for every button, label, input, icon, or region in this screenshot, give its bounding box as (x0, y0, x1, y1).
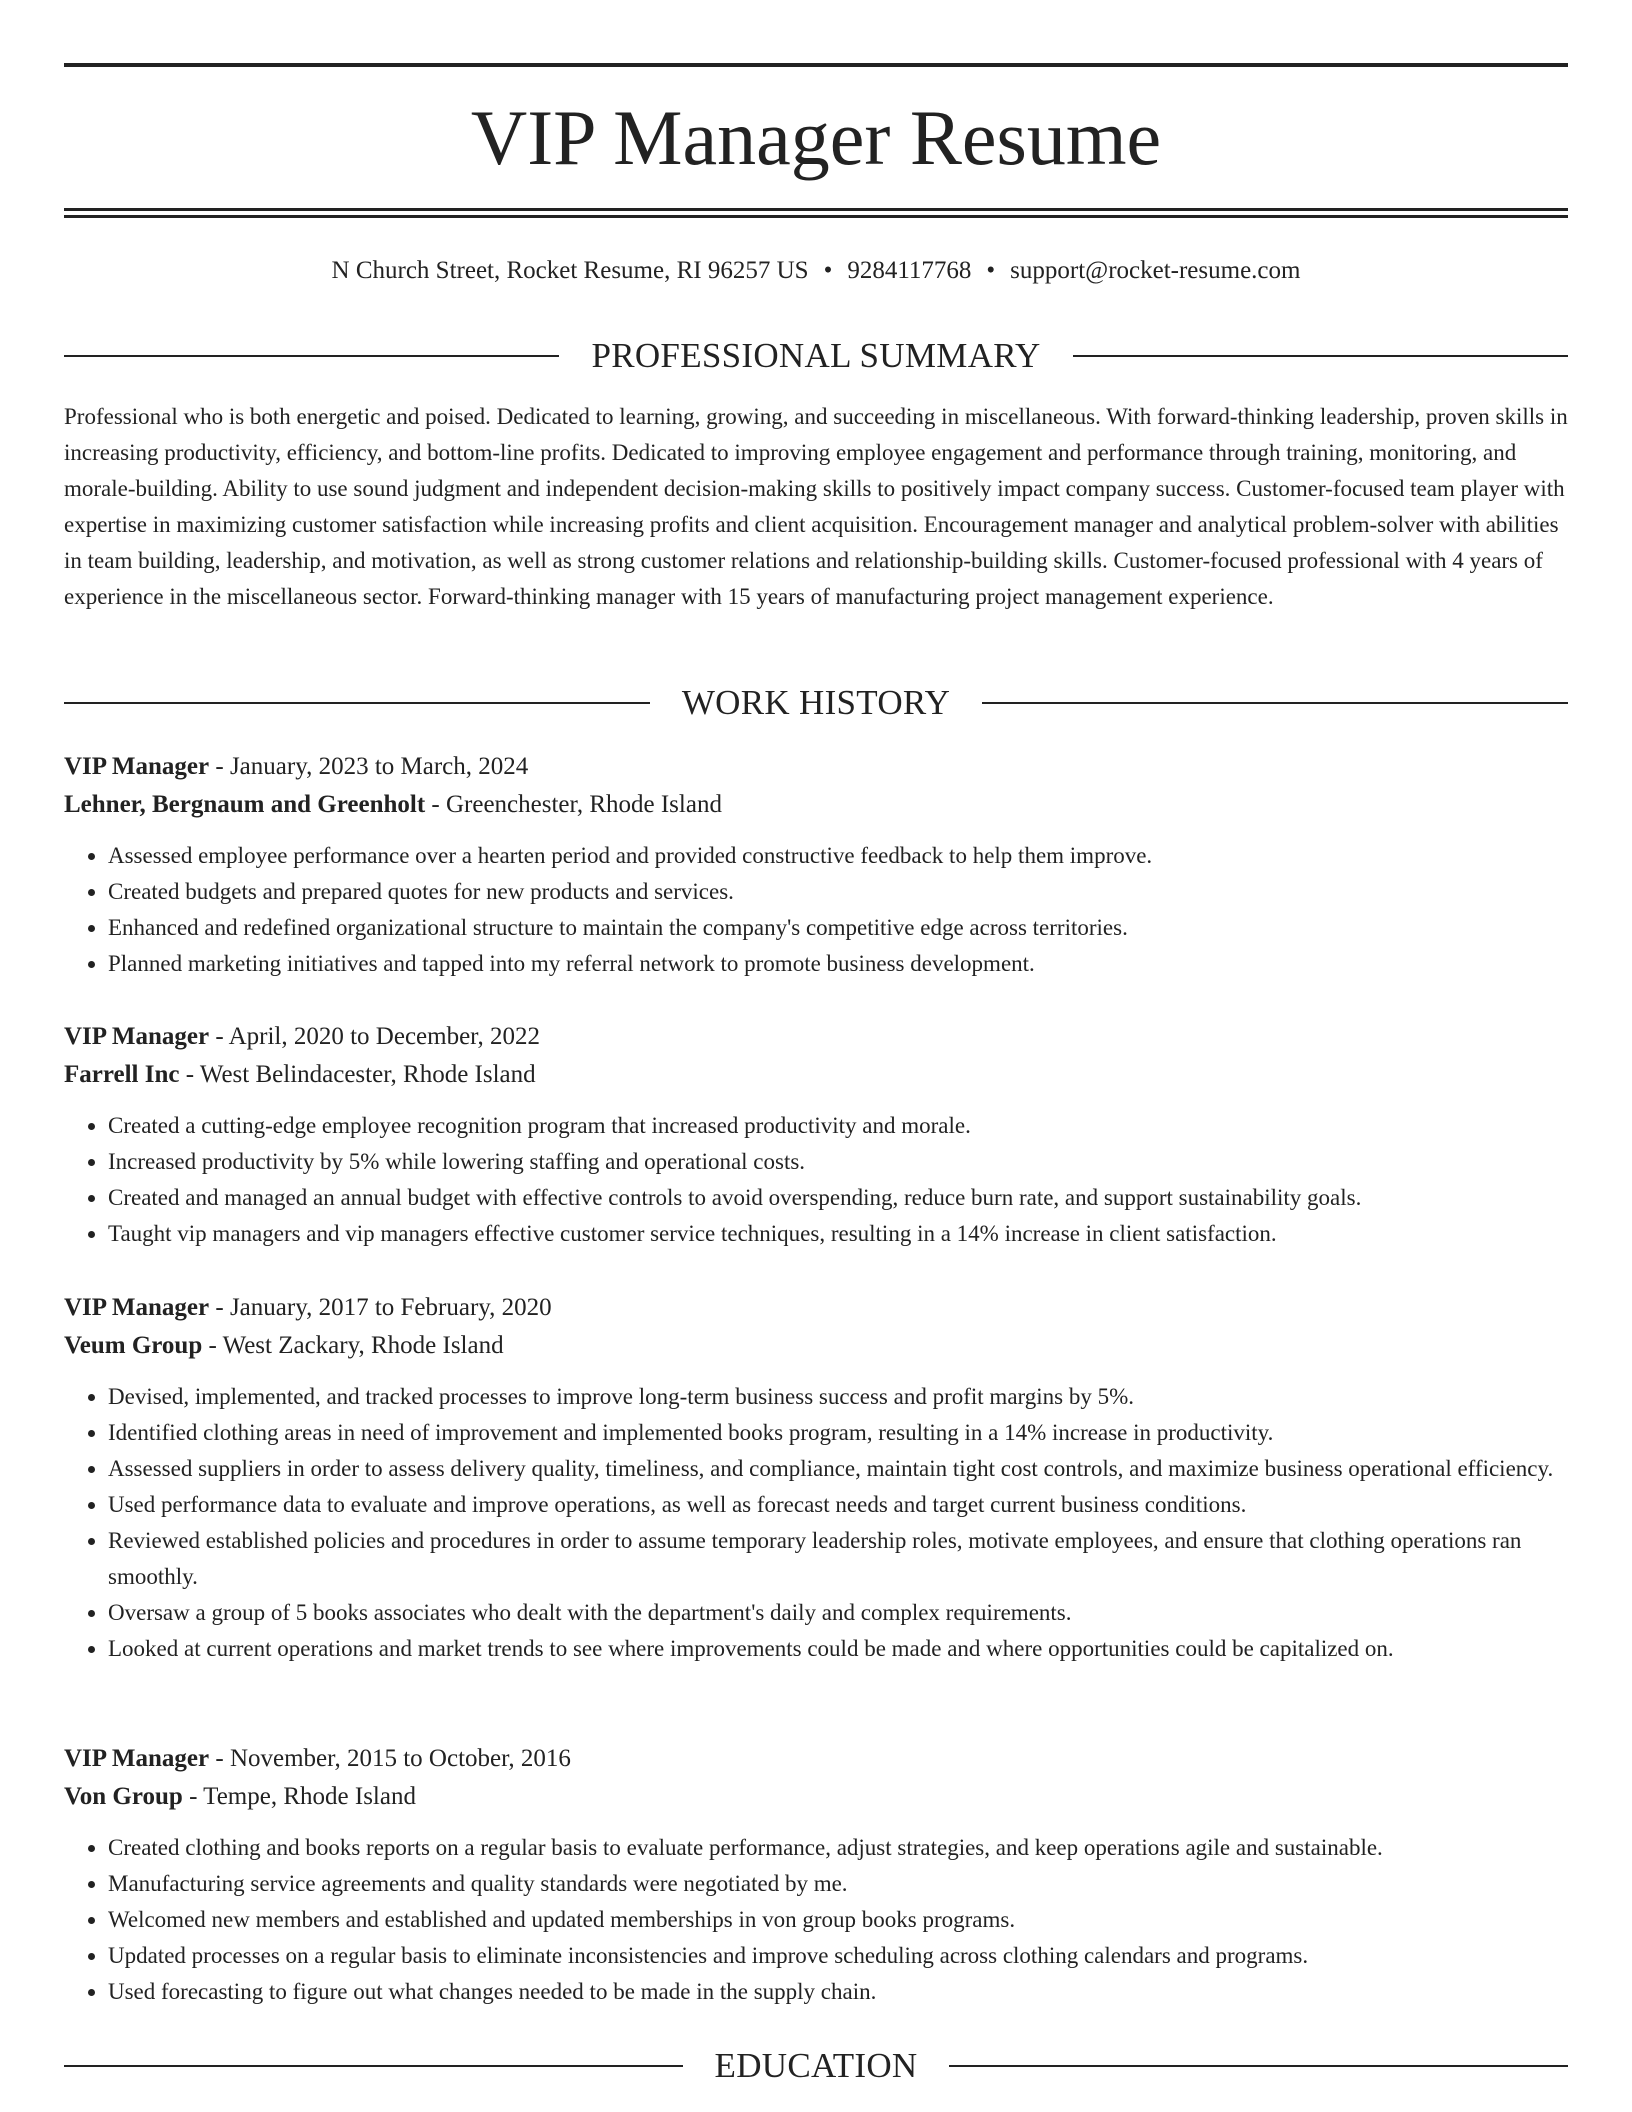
job-title-line (64, 1740, 1568, 1778)
list-item: • Created a cutting-edge employee recognition program that increased productivity and morale. (108, 1108, 1568, 1144)
list-item: • Created budgets and prepared quotes for new products and services. (108, 874, 1568, 910)
job-title: VIP Manager (64, 1745, 210, 1772)
list-item: • Reviewed established policies and procedures in order to assume temporary leadership roles, motivate employees, and ensure that clothing operations ran smoothly. (108, 1523, 1568, 1595)
list-item: • Increased productivity by 5% while lowering staffing and operational costs. (108, 1144, 1568, 1180)
job-location: - Greenchester, Rhode Island (425, 791, 722, 818)
summary-text: Professional who is both energetic and poised. Dedicated to learning, growing, and succeeding in miscellaneous. With forward-thinking leadership, proven skills in increasing productivity, efficiency, and bottom-line profits. Dedicated to improving employee engagement and performance through training, monitoring, and morale-building. Ability to use sound judgment and independent decision-making skills to positively impact company success. Customer-focused team player with expertise in maximizing customer satisfaction while increasing profits and client acquisition. Encouragement manager and analytical problem-solver with abilities in team building, leadership, and motivation, as well as strong customer relations and relationship-building skills. Customer-focused professional with 4 years of experience in the miscellaneous sector. Forward-thinking manager with 15 years of manufacturing project management experience. (64, 404, 1568, 609)
heading-rule (982, 702, 1568, 704)
list-item: • Enhanced and redefined organizational structure to maintain the company's competitive edge across territories. (108, 910, 1568, 946)
list-item: • Assessed employee performance over a hearten period and provided constructive feedback to help them improve. (108, 838, 1568, 874)
job-title: VIP Manager (64, 1023, 210, 1050)
list-item: • Planned marketing initiatives and tapped into my referral network to promote business development. (108, 946, 1568, 982)
list-item: • Taught vip managers and vip managers effective customer service techniques, resulting in a 14% increase in client satisfaction. (108, 1216, 1568, 1252)
list-item: • Devised, implemented, and tracked processes to improve long-term business success and profit margins by 5%. (108, 1379, 1568, 1415)
job-company-line (64, 1056, 1568, 1094)
job-entry (64, 1018, 1568, 1252)
section-heading-summary (64, 334, 1568, 378)
job-dates: - January, 2017 to February, 2020 (209, 1294, 552, 1321)
job-location: - Tempe, Rhode Island (182, 1783, 416, 1810)
section-title: WORK HISTORY (681, 683, 951, 722)
heading-rule (1073, 355, 1568, 357)
job-bullets (64, 1108, 1568, 1252)
list-item: • Created and managed an annual budget with effective controls to avoid overspending, reduce burn rate, and support sustainability goals. (108, 1180, 1568, 1216)
list-item: • Looked at current operations and market trends to see where improvements could be made and where opportunities could be capitalized on. (108, 1631, 1568, 1667)
list-item: • Created clothing and books reports on a regular basis to evaluate performance, adjust strategies, and keep operations agile and sustainable. (108, 1830, 1568, 1866)
section-heading-work-history (64, 681, 1568, 725)
job-entry (64, 1740, 1568, 2010)
page-title: VIP Manager Resume (470, 94, 1162, 181)
job-title-line (64, 1289, 1568, 1327)
job-company-line (64, 786, 1568, 824)
job-title: VIP Manager (64, 753, 210, 780)
list-item: • Updated processes on a regular basis to eliminate inconsistencies and improve scheduling across clothing calendars and programs. (108, 1938, 1568, 1974)
job-company: Lehner, Bergnaum and Greenholt (64, 791, 426, 818)
job-title-line (64, 1018, 1568, 1056)
job-dates: - November, 2015 to October, 2016 (209, 1745, 571, 1772)
list-item: • Used forecasting to figure out what changes needed to be made in the supply chain. (108, 1974, 1568, 2010)
list-item: • Oversaw a group of 5 books associates who dealt with the department's daily and complex requirements. (108, 1595, 1568, 1631)
contact-separator: • (986, 257, 996, 284)
job-company-line (64, 1327, 1568, 1365)
job-bullets (64, 838, 1568, 982)
list-item: • Identified clothing areas in need of improvement and implemented books program, resulting in a 14% increase in productivity. (108, 1415, 1568, 1451)
job-location: - West Zackary, Rhode Island (202, 1332, 504, 1359)
job-entry (64, 1289, 1568, 1667)
heading-rule (64, 355, 559, 357)
heading-rule (64, 702, 650, 704)
list-item: • Used performance data to evaluate and improve operations, as well as forecast needs and target current business conditions. (108, 1487, 1568, 1523)
job-company: Von Group (64, 1783, 183, 1810)
heading-rule (64, 2065, 683, 2067)
job-dates: - January, 2023 to March, 2024 (209, 753, 529, 780)
job-company: Veum Group (64, 1332, 203, 1359)
list-item: • Manufacturing service agreements and quality standards were negotiated by me. (108, 1866, 1568, 1902)
section-title: EDUCATION (714, 2046, 918, 2085)
job-bullets (64, 1379, 1568, 1667)
contact-address: N Church Street, Rocket Resume, RI 96257 US (331, 257, 809, 284)
contact-email: support@rocket-resume.com (1010, 257, 1301, 284)
heading-rule (949, 2065, 1568, 2067)
section-title: PROFESSIONAL SUMMARY (591, 336, 1041, 375)
contact-phone: 9284117768 (847, 257, 972, 284)
job-location: - West Belindacester, Rhode Island (179, 1061, 536, 1088)
list-item: • Assessed suppliers in order to assess delivery quality, timeliness, and compliance, maintain tight cost controls, and maximize business operational efficiency. (108, 1451, 1568, 1487)
job-company: Farrell Inc (64, 1061, 180, 1088)
job-dates: - April, 2020 to December, 2022 (209, 1023, 540, 1050)
section-heading-education (64, 2044, 1568, 2088)
contact-separator: • (823, 257, 833, 284)
list-item: • Welcomed new members and established and updated memberships in von group books programs. (108, 1902, 1568, 1938)
title-double-rule (64, 208, 1568, 218)
contact-line (64, 254, 1568, 288)
job-entry (64, 748, 1568, 982)
job-company-line (64, 1778, 1568, 1816)
job-bullets (64, 1830, 1568, 2010)
job-title: VIP Manager (64, 1294, 210, 1321)
top-rule (64, 63, 1568, 67)
job-title-line (64, 748, 1568, 786)
